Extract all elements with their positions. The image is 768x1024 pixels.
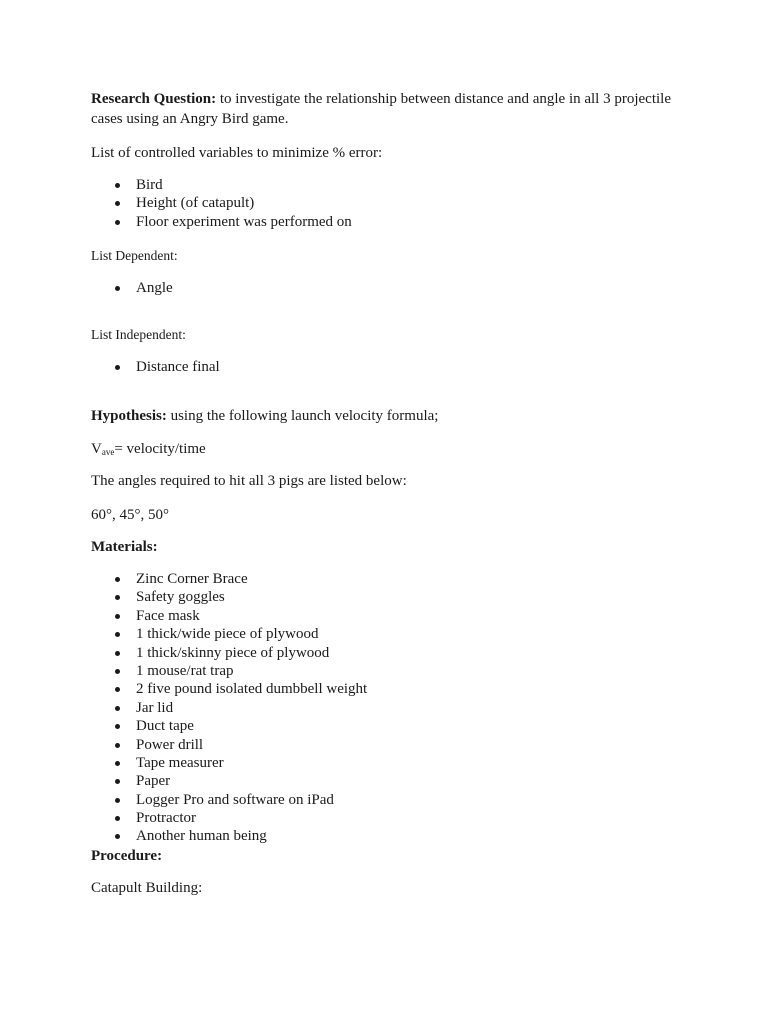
list-item: Floor experiment was performed on xyxy=(91,213,352,231)
research-question-text: to investigate the relationship between distance and angle in all 3 projectile cases using an Angry Bird game. xyxy=(91,91,671,127)
bullet-icon xyxy=(115,577,120,582)
list-item: Zinc Corner Brace xyxy=(91,570,367,588)
list-item: Safety goggles xyxy=(91,588,367,606)
materials-list xyxy=(91,570,367,846)
list-item: Angle xyxy=(91,279,173,297)
velocity-formula: $V_{ave}=$ velocity/time xyxy=(91,441,206,457)
catapult-building-heading: Catapult Building: xyxy=(91,880,203,896)
angles-intro: The angles required to hit all 3 pigs are listed below: xyxy=(91,473,407,489)
hypothesis-label: Hypothesis: xyxy=(91,408,167,424)
list-item: Bird xyxy=(91,176,352,194)
list-item: Another human being xyxy=(91,827,367,845)
bullet-icon xyxy=(115,632,120,637)
list-item: 1 thick/wide piece of plywood xyxy=(91,625,367,643)
bullet-icon xyxy=(115,201,120,206)
bullet-icon xyxy=(115,761,120,766)
research-question xyxy=(91,89,691,129)
bullet-icon xyxy=(115,651,120,656)
list-item: Height (of catapult) xyxy=(91,194,352,212)
list-item: Jar lid xyxy=(91,699,367,717)
dependent-list xyxy=(91,279,173,297)
list-item: Logger Pro and software on iPad xyxy=(91,791,367,809)
bullet-icon xyxy=(115,706,120,711)
dependent-heading: List Dependent: xyxy=(91,248,178,263)
bullet-icon xyxy=(115,595,120,600)
procedure-heading: Procedure: xyxy=(91,848,163,864)
bullet-icon xyxy=(115,183,120,188)
bullet-icon xyxy=(115,834,120,839)
hypothesis-text: using the following launch velocity formula; xyxy=(166,408,439,424)
list-item: Protractor xyxy=(91,809,367,827)
bullet-icon xyxy=(115,687,120,692)
list-item: Tape measurer xyxy=(91,754,367,772)
bullet-icon xyxy=(115,365,120,370)
controlled-variables-list xyxy=(91,176,352,231)
independent-heading: List Independent: xyxy=(91,327,186,342)
bullet-icon xyxy=(115,779,120,784)
list-item: Power drill xyxy=(91,736,367,754)
list-item: Distance final xyxy=(91,358,220,376)
bullet-icon xyxy=(115,220,120,225)
bullet-icon xyxy=(115,286,120,291)
bullet-icon xyxy=(115,798,120,803)
controlled-variables-heading: List of controlled variables to minimize % error: xyxy=(91,145,383,161)
research-question-label: Research Question: xyxy=(91,91,217,107)
materials-heading: Materials: xyxy=(91,539,158,555)
bullet-icon xyxy=(115,669,120,674)
list-item: Paper xyxy=(91,772,367,790)
bullet-icon xyxy=(115,816,120,821)
angles-values: 60°, 45°, 50° xyxy=(91,507,169,523)
bullet-icon xyxy=(115,614,120,619)
list-item: 1 mouse/rat trap xyxy=(91,662,367,680)
list-item: 2 five pound isolated dumbbell weight xyxy=(91,680,367,698)
bullet-icon xyxy=(115,724,120,729)
hypothesis xyxy=(91,406,691,426)
list-item: Face mask xyxy=(91,607,367,625)
bullet-icon xyxy=(115,743,120,748)
list-item: 1 thick/skinny piece of plywood xyxy=(91,644,367,662)
independent-list xyxy=(91,358,220,376)
list-item: Duct tape xyxy=(91,717,367,735)
